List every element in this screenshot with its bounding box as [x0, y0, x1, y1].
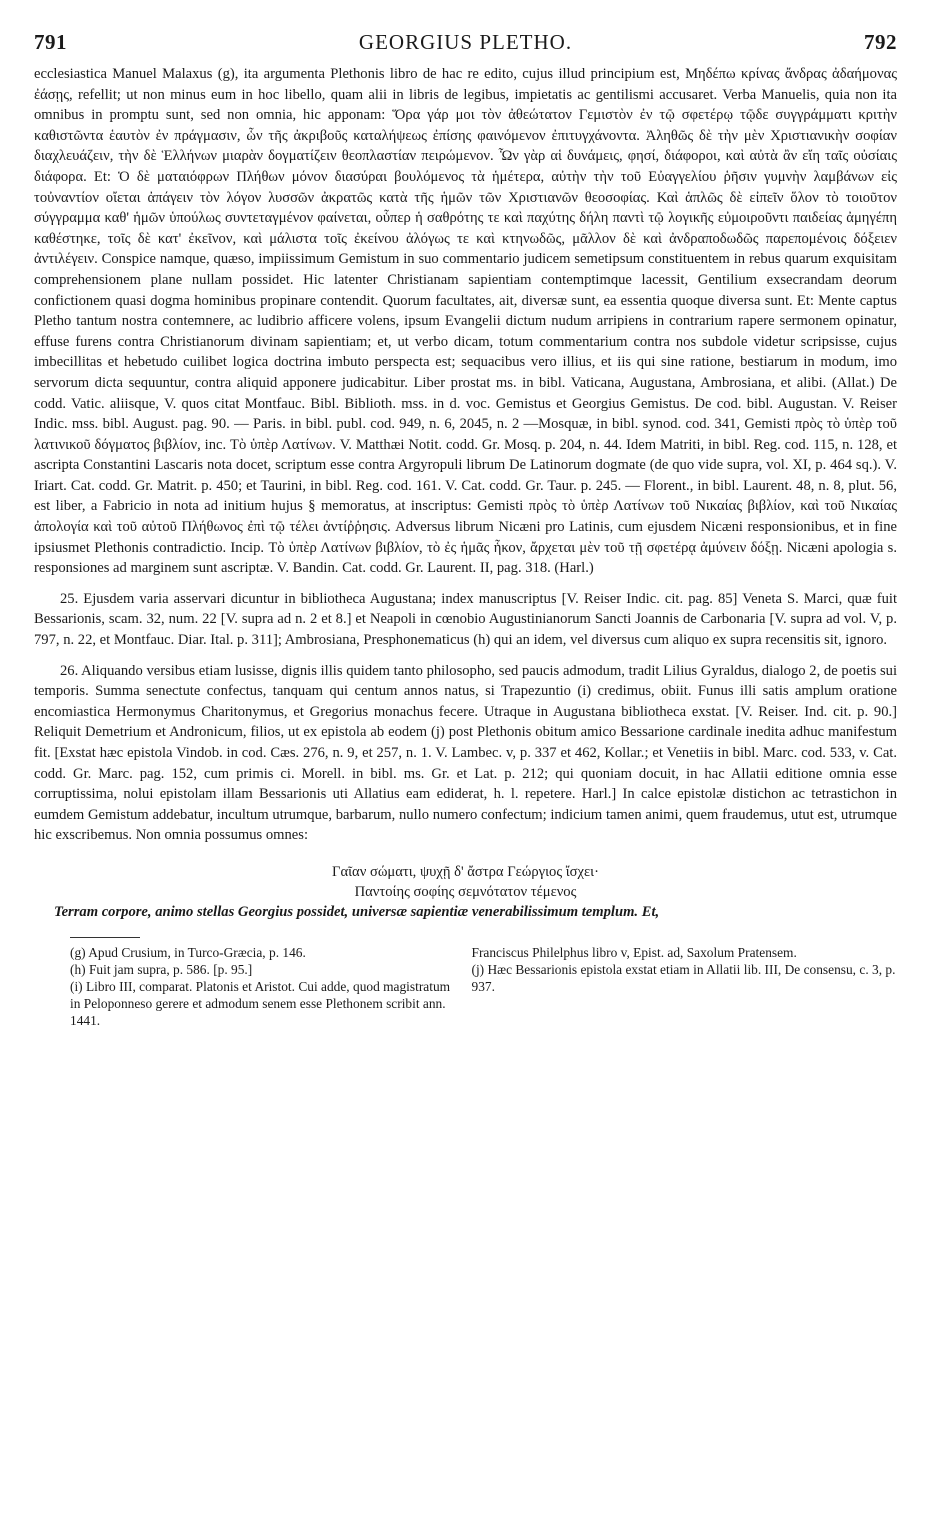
page-number-right: 792 — [863, 30, 897, 54]
verse-line-1: Γαῖαν σώματι, ψυχῇ δ' ἄστρα Γεώργιος ἴσχει· — [332, 863, 599, 880]
footnotes-right-column — [466, 944, 898, 1029]
running-header — [34, 30, 897, 58]
footnote-rule — [70, 937, 140, 938]
greek-distich — [34, 862, 897, 902]
footnote-g: (g) Apud Crusium, in Turco-Græcia, p. 146. — [70, 944, 306, 960]
footnote-h: (h) Fuit jam supra, p. 586. [p. 95.] — [70, 961, 253, 977]
footnotes-left-column — [34, 944, 466, 1029]
verse-line-2: Παντοίης σοφίης σεμνότατον τέμενος — [354, 883, 577, 900]
footnote-i: (i) Libro III, comparat. Platonis et Aristot. Cui adde, quod magistratum in Peloponneso gerere et admodum senem esse Plethonem scribit ann. 1441. — [70, 978, 451, 1028]
paragraph-continuation: ecclesiastica Manuel Malaxus (g), ita argumenta Plethonis libro de hac re edito, cujus illud principium est, Μηδέπω κρίνας ἄνδρας ἀδαήμονας ἐάσῃς, refellit; ut non minus eum in hoc libello, quam alii in libris de legibus, impietatis ac gentilismi accusaret. Verba Manuelis, quia non ita omnibus in promptu sunt, sed non omnia, hic apponam: Ὅρα γάρ μοι τὸν ἀθεώτατον Γεμιστὸν ἐν τῷ σφετέρῳ τῷδε συγγράμματι κριτὴν καθιστῶντα ἑαυτὸν ἐν πράγμασιν, ὧν τῆς ἀκριβοῦς καταλήψεως ἐπίσης φαινόμενον ἐπιτυγχάνοντα. Ἀληθῶς δὲ τὴν μὲν Χριστιανικὴν σοφίαν διαχλευάζειν, τὴν δὲ Ἑλλήνων μιαρὰν δογματίζειν θεοπλαστίαν πειρώμενον. Ὧν γὰρ αἱ δυνάμεις, φησί, διάφοροι, καὶ αὐτὰ ἂν εἴη ταῖς οὐσίαις διάφορα. Et: Ὁ δὲ ματαιόφρων Πλήθων μόνον διασύραι βουλόμενος τὰ ἡμέτερα, αὐτὴν τὴν τοῦ Εὐαγγελίου ῥῆσιν γυμνὴν λαμβάνων εἰς τοὐναντίον οἴεται ἀπάγειν τὸν λόγον λυσσῶν ἀκρατῶς κατὰ τῆς ἡμῶν τῶν Χριστιανῶν θεοσοφίας. Καὶ ἁπλῶς δὲ εἰπεῖν ὅλον τὸ τοιοῦτον σύγγραμμα καθ' ἡμῶν ὑπούλως συντεταγμένον φαίνεται, οὗπερ ἡ σαθρότης τε καὶ παχύτης δήλη παντὶ τῷ λογικῆς εὐμοιροῦντι παιδείας ἀμηγέπη καθέστηκε, τοῖς δὲ κατ' ἐκεῖνον, καὶ μάλιστα τοῖς ἐκείνου ἀλόγως τε καὶ κτηνωδῶς, μᾶλλον δὲ καὶ ἀνδραποδωδῶς παρεπομένοις δόξειεν ἀντιλέγειν. Conspice namque, quæso, impiissimum Gemistum in suo commentario judicem semetipsum constituentem in rebus quarum exquisitam comprehensionem plane nullam possidet. Hic latenter Christianam sapientiam contemptimque lacessit, Gentilium exsecrandam deorum confictionem quasi dogma hominibus propinare contendit. Quorum facultates, ait, diversæ sunt, ea essentia quoque diversa sunt. Et: Mente captus Pletho tantum nostra contemnere, ac ludibrio afficere volens, ipsum Evangelii dictum nudum arripiens in contrarium rapere sermonem opinatur, effuse furens contra Christianorum divinam sapientiam; et, ut verbo dicam, totum commentarium contra nos subdole videtur scripsisse, cujus imbecillitas et hebetudo cuilibet logica doctrina imbuto perspecta est; sequacibus vero illius, et iis qui sine ratione, bestiarum in modum, imo servorum dicta sequuntur, contra aliquid apponere judicabitur. Liber prostat ms. in bibl. Vaticana, Augustana, Ambrosiana, et alibi. (Allat.) De codd. Vatic. aliisque, V. quos citat Montfauc. Bibl. Biblioth. mss. in d. voc. Gemistus et Georgius Gemistus. De cod. bibl. Augustan. V. Reiser Indic. mss. bibl. August. pag. 90. — Paris. in bibl. publ. cod. 949, n. 6, 2045, n. 2 —Mosquæ, in bibl. synod. cod. 341, Gemisti πρὸς τὸ ὑπὲρ τοῦ λατινικοῦ δόγματος βιβλίον, inc. Τὸ ὑπὲρ Λατίνων. V. Matthæi Notit. codd. Gr. Mosq. p. 204, n. 44. Idem Matriti, in bibl. Reg. cod. 115, n. 128, et ascripta Constantini Lascaris nota docet, scriptum esse contra Argyropuli librum De Latinorum dogmate (de quo vide supra, vol. XI, p. 464 sq.). V. Iriart. Cat. codd. Gr. Matrit. p. 450; et Taurini, in bibl. Reg. cod. 161. V. Cat. codd. Gr. Taur. p. 245. — Florent., in bibl. Laurent. 48, n. 8, plut. 56, est liber, a Fabricio in nota ad initium hujus § memoratus, at inscriptus: Gemisti πρὸς τὸ ὑπὲρ Λατίνων τοῦ Νικαίας βιβλίον, καὶ τοῦ Νικαίας ἀπολογία καὶ τοῦ αὐτοῦ Πλήθωνος ἐπὶ τῷ τέλει ἀντίῤῥησις. Adversus librum Nicæni pro Latinis, cum ejusdem Nicæni responsionibus, et in fine ipsiusmet Plethonis contradictio. Incip. Τὸ ὑπὲρ Λατίνων βιβλίον, τὸ ἐς ἡμᾶς ἧκον, ἄρχεται μὲν τοῦ τῇ σφετέρᾳ ἀμύνειν δόξῃ. Nicæni apologia s. responsiones ad marginem sunt ascriptæ. V. Bandin. Cat. codd. Gr. Laurent. II, pag. 318. (Harl.) — [34, 66, 897, 577]
footnote-i-continued: Franciscus Philelphus libro v, Epist. ad, Saxolum Pratensem. — [471, 944, 797, 960]
verse-translation: Terram corpore, animo stellas Georgius possidet, universæ sapientiæ venerabilissimum templum. Et, — [54, 903, 660, 920]
footnotes — [34, 944, 897, 1029]
page-number-left: 791 — [34, 30, 67, 54]
paragraph-26: 26. Aliquando versibus etiam lusisse, dignis illis quidem tanto philosopho, sed paucis admodum, tradit Lilius Gyraldus, dialogo 2, de poetis sui temporis. Summa senectute confectus, tanquam qui centum annos natus, si Trapezuntio (i) credimus, obiit. Funus illi satis amplum oratione encomiastica Hermonymus Charitonymus, et Gregorius monachus fecere. Utraque in Augustana bibliotheca exstat. [V. Reiser. Ind. cit. p. 90.] Reliquit Demetrium et Andronicum, filios, ut ex epistola ab eodem (j) post Plethonis obitum amico Bessarione cardinale inedita adhuc manifestum fit. [Exstat hæc epistola Vindob. in cod. Cæs. 276, n. 9, et 257, n. 1. V. Lambec. v, p. 337 et 462, Kollar.; et Venetiis in bibl. Marc. cod. 533, v. Cat. codd. Gr. Marc. pag. 152, cum primis ci. Morell. in bibl. ms. Gr. et Lat. p. 212; qui quoniam docuit, in hac Allatii editione omnia esse corruptissima, nolui epistolam illam Bessarionis uti Allatius eam ediderat, h. l. repetere. Harl.] In calce epistolæ distichon ac tetrastichon in eumdem Gemistum addebatur, incultum utrumque, barbarum, nullo numero confectum; indicium tamen animi, quem fraudemus, utut est, utrumque hic exscribemus. Non omnia possumus omnes: — [34, 662, 897, 844]
paragraph-25: 25. Ejusdem varia asservari dicuntur in bibliotheca Augustana; index manuscriptus [V. Reiser Indic. cit. pag. 85] Veneta S. Marci, quæ fuit Bessarionis, scam. 32, num. 22 [V. supra ad n. 2 et 8.] et Neapoli in cœnobio Augustinianorum Sancti Joannis de Carbonaria [V. supra ad vol. V, p. 797, n. 22, et Montfauc. Diar. Ital. p. 311]; Ambrosiana, Presphonematicus (h) qui an idem, vel diversus cum aliquo ex supra recensitis sit, ignoro. — [34, 590, 897, 649]
footnote-j: (j) Hæc Bessarionis epistola exstat etiam in Allatii lib. III, De consensu, c. 3, p. 937. — [471, 961, 896, 994]
running-title: GEORGIUS PLETHO. — [358, 30, 573, 54]
main-text — [34, 64, 897, 923]
